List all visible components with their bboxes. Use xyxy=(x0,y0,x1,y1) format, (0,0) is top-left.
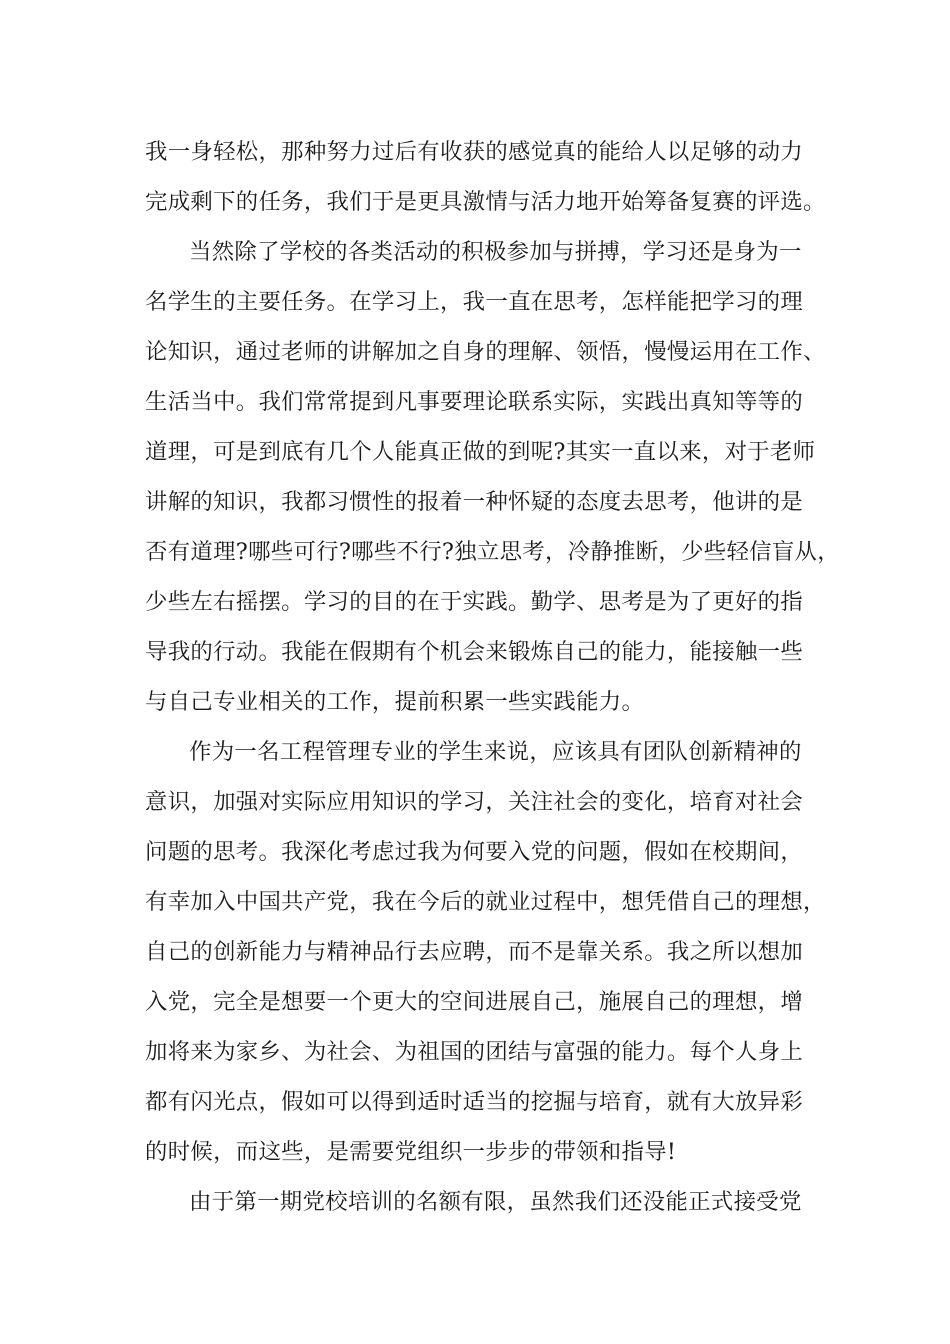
text-line: 生活当中。我们常常提到凡事要理论联系实际，实践出真知等等的 xyxy=(145,389,804,415)
text-line: 自己的创新能力与精神品行去应聘，而不是靠关系。我之所以想加 xyxy=(145,939,804,965)
text-line: 都有闪光点，假如可以得到适时适当的挖掘与培育，就有大放异彩 xyxy=(145,1089,804,1115)
text-line: 我一身轻松，那种努力过后有收获的感觉真的能给人以足够的动力 xyxy=(145,139,804,165)
text-line: 导我的行动。我能在假期有个机会来锻炼自己的能力，能接触一些 xyxy=(145,639,804,665)
text-line: 少些左右摇摆。学习的目的在于实践。勤学、思考是为了更好的指 xyxy=(145,589,804,615)
paragraph-start-line: 作为一名工程管理专业的学生来说，应该具有团队创新精神的 xyxy=(189,739,802,765)
paragraph-start-line: 由于第一期党校培训的名额有限，虽然我们还没能正式接受党 xyxy=(189,1189,802,1215)
text-line: 与自己专业相关的工作，提前积累一些实践能力。 xyxy=(145,689,645,715)
text-line: 否有道理?哪些可行?哪些不行?独立思考，冷静推断，少些轻信盲从， xyxy=(145,539,840,565)
text-line: 意识，加强对实际应用知识的学习，关注社会的变化，培育对社会 xyxy=(145,789,804,815)
text-line: 问题的思考。我深化考虑过我为何要入党的问题，假如在校期间， xyxy=(145,839,804,865)
text-line: 道理，可是到底有几个人能真正做的到呢?其实一直以来，对于老师 xyxy=(145,439,816,465)
text-line: 完成剩下的任务，我们于是更具激情与活力地开始筹备复赛的评选。 xyxy=(145,189,826,215)
text-line: 有幸加入中国共产党，我在今后的就业过程中，想凭借自己的理想， xyxy=(145,889,826,915)
text-line: 论知识，通过老师的讲解加之自身的理解、领悟，慢慢运用在工作、 xyxy=(145,339,826,365)
text-line: 名学生的主要任务。在学习上，我一直在思考，怎样能把学习的理 xyxy=(145,289,804,315)
text-line: 的时候，而这些，是需要党组织一步步的带领和指导! xyxy=(145,1139,677,1165)
text-line: 讲解的知识，我都习惯性的报着一种怀疑的态度去思考，他讲的是 xyxy=(145,489,804,515)
text-line: 加将来为家乡、为社会、为祖国的团结与富强的能力。每个人身上 xyxy=(145,1039,804,1065)
text-line: 入党，完全是想要一个更大的空间进展自己，施展自己的理想，增 xyxy=(145,989,804,1015)
paragraph-start-line: 当然除了学校的各类活动的积极参加与拼搏，学习还是身为一 xyxy=(189,239,802,265)
